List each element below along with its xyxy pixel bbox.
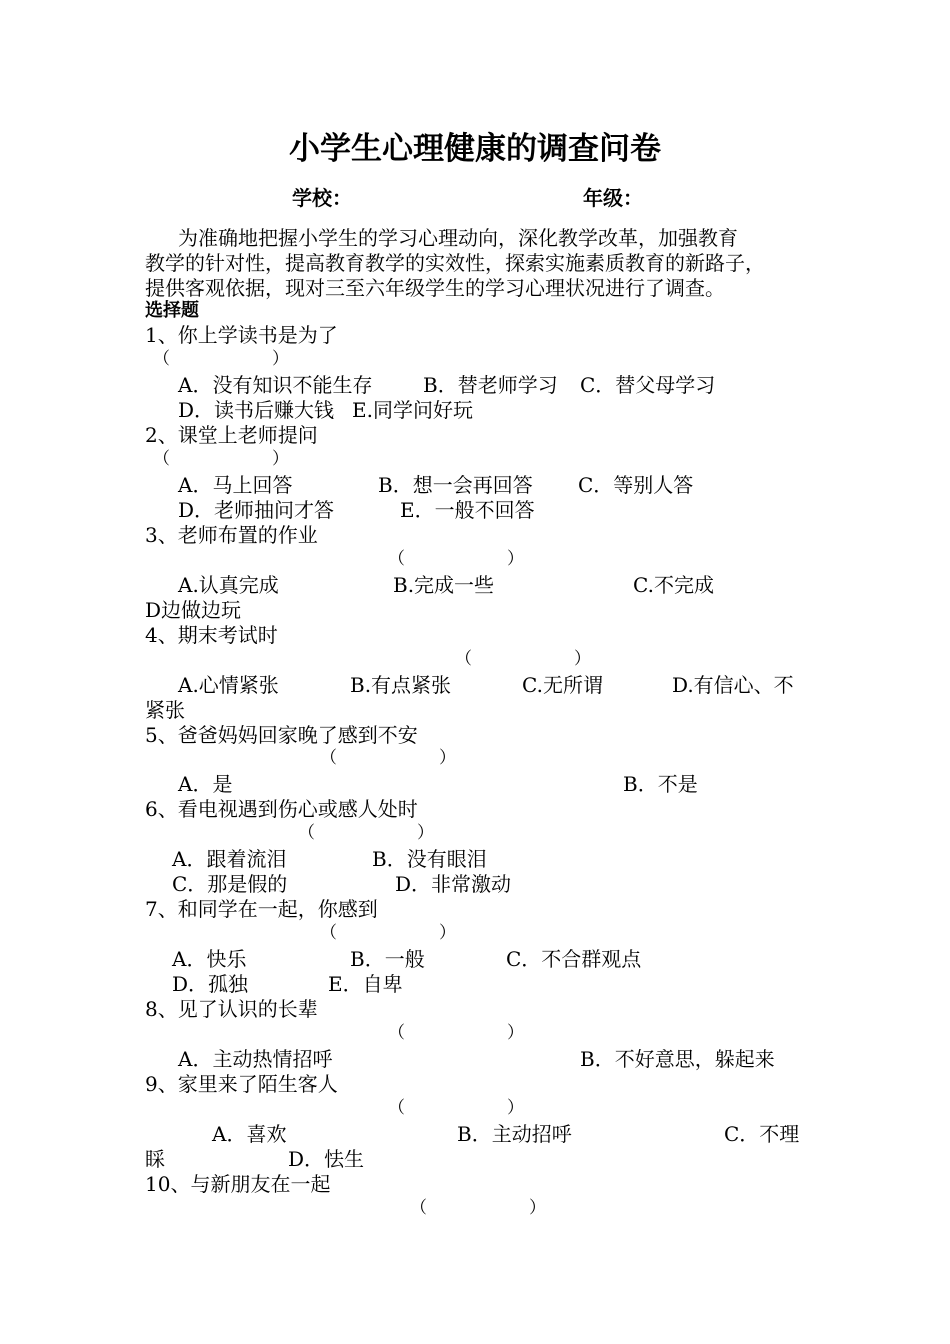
question-10: 10、与新朋友在一起 [145,1172,331,1196]
q7-option-e: E．自卑 [328,972,403,996]
q4-option-d-continued: 紧张 [145,698,185,722]
answer-blank-9: （ ） [388,1098,524,1118]
q6-option-c: C．那是假的 [172,872,288,896]
q4-option-d: D.有信心、不 [672,673,794,697]
answer-blank-2: （ ） [153,449,289,469]
answer-blank-7: （ ） [320,923,456,943]
answer-blank-10: （ ） [410,1198,546,1218]
q7-option-a: A．快乐 [172,947,247,971]
q1-option-c: C．替父母学习 [580,373,716,397]
q3-option-c: C.不完成 [633,573,714,597]
q1-option-a: A．没有知识不能生存 [178,373,373,397]
q2-option-b: B．想一会再回答 [378,473,533,497]
q2-option-d: D．老师抽问才答 [178,498,335,522]
q9-option-b: B．主动招呼 [457,1122,572,1146]
grade-label: 年级： [583,186,643,210]
answer-blank-6: （ ） [298,823,434,843]
intro-line-1: 为准确地把握小学生的学习心理动向，深化教学改革，加强教育 [178,226,738,250]
q5-option-b: B．不是 [623,772,698,796]
q1-option-b: B．替老师学习 [423,373,558,397]
answer-blank-3: （ ） [388,549,524,569]
q9-option-d: D．怯生 [288,1147,365,1171]
q8-option-b: B．不好意思，躲起来 [580,1047,775,1071]
question-4: 4、期末考试时 [145,623,278,647]
question-8: 8、见了认识的长辈 [145,997,318,1021]
q6-option-b: B．没有眼泪 [372,847,487,871]
section-title: 选择题 [145,300,199,321]
document-title: 小学生心理健康的调查问卷 [289,131,661,167]
question-5: 5、爸爸妈妈回家晚了感到不安 [145,723,418,747]
q6-option-d: D．非常激动 [395,872,512,896]
answer-blank-4: （ ） [455,649,591,669]
school-label: 学校： [292,186,352,210]
answer-blank-8: （ ） [388,1023,524,1043]
intro-line-3: 提供客观依据，现对三至六年级学生的学习心理状况进行了调查。 [145,276,725,300]
question-3: 3、老师布置的作业 [145,523,318,547]
question-6: 6、看电视遇到伤心或感人处时 [145,797,418,821]
q3-option-a: A.认真完成 [178,573,279,597]
q4-option-c: C.无所谓 [522,673,603,697]
q3-option-d: D边做边玩 [145,598,242,622]
q2-option-a: A．马上回答 [178,473,293,497]
intro-line-2: 教学的针对性，提高教育教学的实效性，探索实施素质教育的新路子， [145,251,765,275]
q1-option-e: E.同学问好玩 [352,398,473,422]
q8-option-a: A．主动热情招呼 [178,1047,333,1071]
answer-blank-5: （ ） [320,748,456,768]
q9-option-c-continued: 睬 [145,1147,165,1171]
q2-option-c: C．等别人答 [578,473,694,497]
question-7: 7、和同学在一起，你感到 [145,897,378,921]
q6-option-a: A．跟着流泪 [172,847,287,871]
q9-option-a: A．喜欢 [212,1122,287,1146]
q5-option-a: A．是 [178,772,233,796]
q1-option-d: D．读书后赚大钱 [178,398,335,422]
q7-option-d: D．孤独 [172,972,249,996]
question-1: 1、你上学读书是为了 [145,323,338,347]
answer-blank-1: （ ） [153,349,289,369]
q7-option-b: B．一般 [350,947,425,971]
q9-option-c: C．不理 [724,1122,800,1146]
q7-option-c: C．不合群观点 [506,947,642,971]
q2-option-e: E．一般不回答 [400,498,535,522]
q4-option-b: B.有点紧张 [350,673,452,697]
q3-option-b: B.完成一些 [393,573,495,597]
q4-option-a: A.心情紧张 [178,673,279,697]
question-2: 2、课堂上老师提问 [145,423,318,447]
question-9: 9、家里来了陌生客人 [145,1072,338,1096]
